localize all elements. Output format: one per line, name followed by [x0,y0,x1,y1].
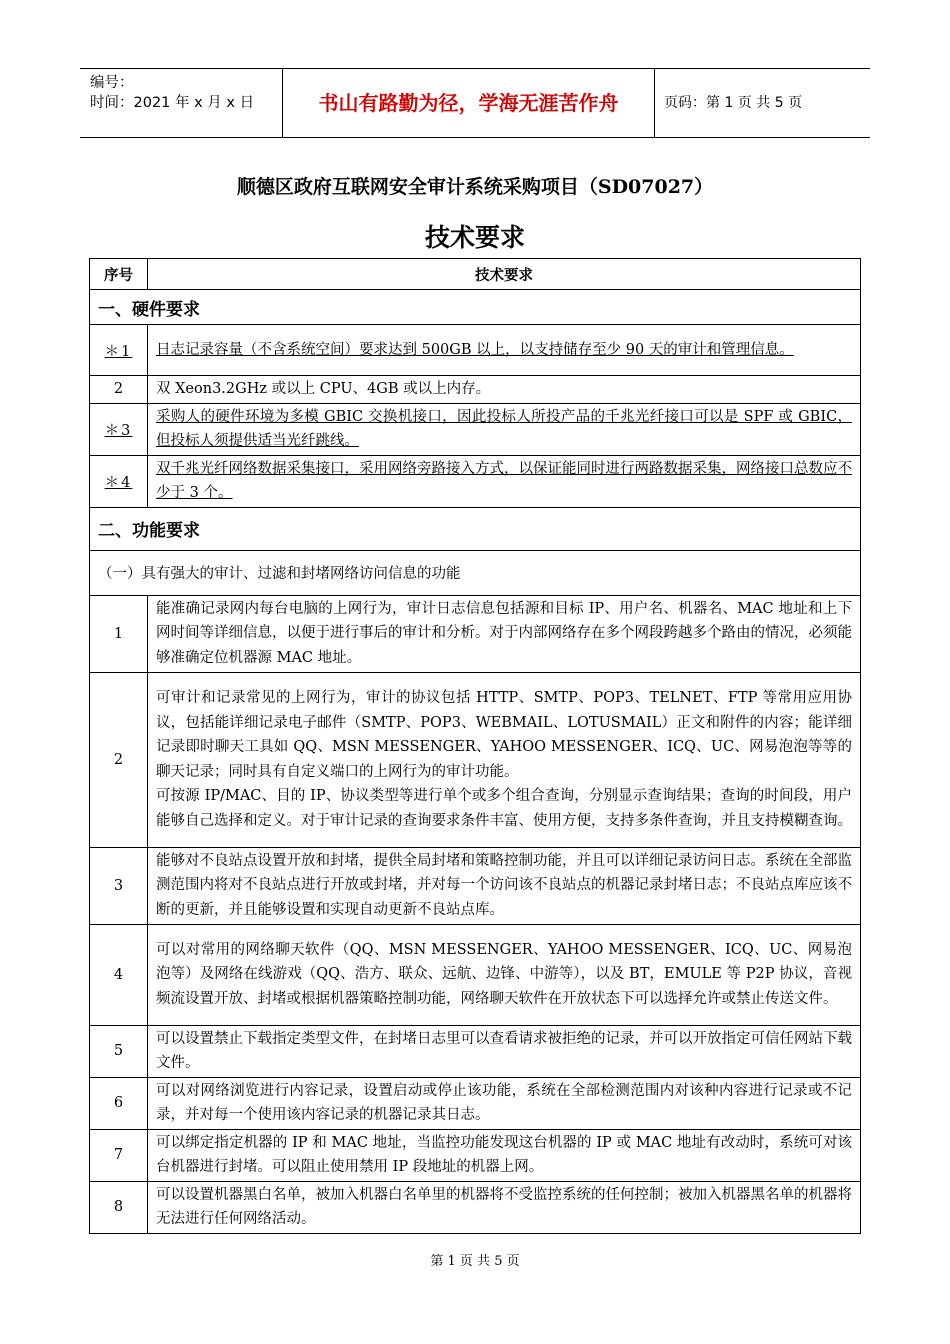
row-text: 采购人的硬件环境为多模 GBIC 交换机接口，因此投标人所投产品的千兆光纤接口可以是 SPF 或 GBIC，但投标人须提供适当光纤跳线。 [156,408,852,449]
table-row [90,325,861,376]
row-number: 7 [90,1129,148,1181]
table-header-row [90,259,861,290]
table-row [90,1181,861,1233]
column-header-req: 技术要求 [148,259,861,290]
row-text: 日志记录容量（不含系统空间）要求达到 500GB 以上，以支持储存至少 90 天的审计和管理信息。 [156,341,794,358]
row-number: 3 [90,847,148,924]
document-subtitle: 技术要求 [424,223,525,252]
header-meta [90,73,254,113]
table-row [90,672,861,847]
row-text: 可以设置机器黑白名单，被加入机器白名单里的机器将不受监控系统的任何控制；被加入机器黑名单的机器将无法进行任何网络活动。 [148,1181,861,1233]
header-number: 编号： [90,75,134,91]
header-motto: 书山有路勤为径，学海无涯苦作舟 [318,91,619,115]
row-number: 2 [90,376,148,404]
page-header [80,68,870,138]
row-text: 可以对常用的网络聊天软件（QQ、MSN MESSENGER、YAHOO MESSENGER、ICQ、UC、网易泡泡等）及网络在线游戏（QQ、浩方、联众、远航、边锋、中游等），以及 BT，EMULE 等 P2P 协议，音视频流设置开放、封堵或根据机器策略控制功能，网络聊天软件在开放状态下可以选择允许或禁止传送文件。 [148,924,861,1025]
table-row [90,924,861,1025]
subsection-title: （一）具有强大的审计、过滤和封堵网络访问信息的功能 [90,550,861,595]
table-row [90,376,861,404]
document-title: 顺德区政府互联网安全审计系统采购项目（SD07027） [236,176,714,198]
table-row [90,595,861,672]
row-text: 能准确记录网内每台电脑的上网行为，审计日志信息包括源和目标 IP、用户名、机器名、MAC 地址和上下网时间等详细信息，以便于进行事后的审计和分析。对于内部网络存在多个网段跨越多个路由的情况，必须能够准确定位机器源 MAC 地址。 [148,595,861,672]
table-row [90,1077,861,1129]
row-text: 可以绑定指定机器的 IP 和 MAC 地址，当监控功能发现这台机器的 IP 或 MAC 地址有改动时，系统可对该台机器进行封堵。可以阻止使用禁用 IP 段地址的机器上网。 [148,1129,861,1181]
table-row [90,1129,861,1181]
row-text: 能够对不良站点设置开放和封堵，提供全局封堵和策略控制功能，并且可以详细记录访问日志。系统在全部监测范围内将对不良站点进行开放或封堵，并对每一个访问该不良站点的机器记录封堵日志；不良站点库应该不断的更新，并且能够设置和实现自动更新不良站点库。 [148,847,861,924]
row-number: 4 [90,924,148,1025]
section-title-function: 二、功能要求 [90,507,861,550]
row-number: 6 [90,1077,148,1129]
row-text-continued: 可按源 IP/MAC、目的 IP、协议类型等进行单个或多个组合查询，分别显示查询结果；查询的时间段，用户能够自己选择和定义。对于审计记录的查询要求条件丰富、使用方便，支持多条件查询，并且支持模糊查询。 [156,788,852,829]
column-header-no: 序号 [90,259,148,290]
row-text: 双千兆光纤网络数据采集接口，采用网络旁路接入方式，以保证能同时进行两路数据采集，网络接口总数应不少于 3 个。 [156,460,852,501]
row-number: ＊4 [104,474,133,491]
row-number: 2 [90,672,148,847]
row-number: ＊3 [104,422,133,439]
table-row [90,1025,861,1077]
section-row [90,507,861,550]
row-number: ＊1 [104,343,133,360]
row-number: 8 [90,1181,148,1233]
section-row [90,290,861,325]
page-footer: 第 1 页 共 5 页 [430,1254,520,1269]
row-text: 可以对网络浏览进行内容记录，设置启动或停止该功能，系统在全部检测范围内对该种内容进行记录或不记录，并对每一个使用该内容记录的机器记录其日志。 [148,1077,861,1129]
requirements-table [89,258,861,1234]
header-divider [654,69,655,137]
header-time: 时间：2021 年 x 月 x 日 [90,95,255,111]
row-text: 可审计和记录常见的上网行为，审计的协议包括 HTTP、SMTP、POP3、TELNET、FTP 等常用应用协议，包括能详细记录电子邮件（SMTP、POP3、WEBMAIL、LOTUSMAIL）正文和附件的内容；能详细记录即时聊天工具如 QQ、MSN MESSENGER、YAHOO MESSENGER、ICQ、UC、网易泡泡等等的聊天记录；同时具有自定义端口的上网行为的审计功能。 [156,690,852,780]
subsection-row [90,550,861,595]
row-number: 5 [90,1025,148,1077]
row-text: 可以设置禁止下载指定类型文件，在封堵日志里可以查看请求被拒绝的记录，并可以开放指定可信任网站下载文件。 [148,1025,861,1077]
section-title-hardware: 一、硬件要求 [90,290,861,325]
header-page-info: 页码：第 1 页 共 5 页 [664,95,803,111]
table-row [90,847,861,924]
row-text: 双 Xeon3.2GHz 或以上 CPU、4GB 或以上内存。 [148,376,861,404]
table-row [90,403,861,455]
table-row [90,455,861,507]
row-number: 1 [90,595,148,672]
